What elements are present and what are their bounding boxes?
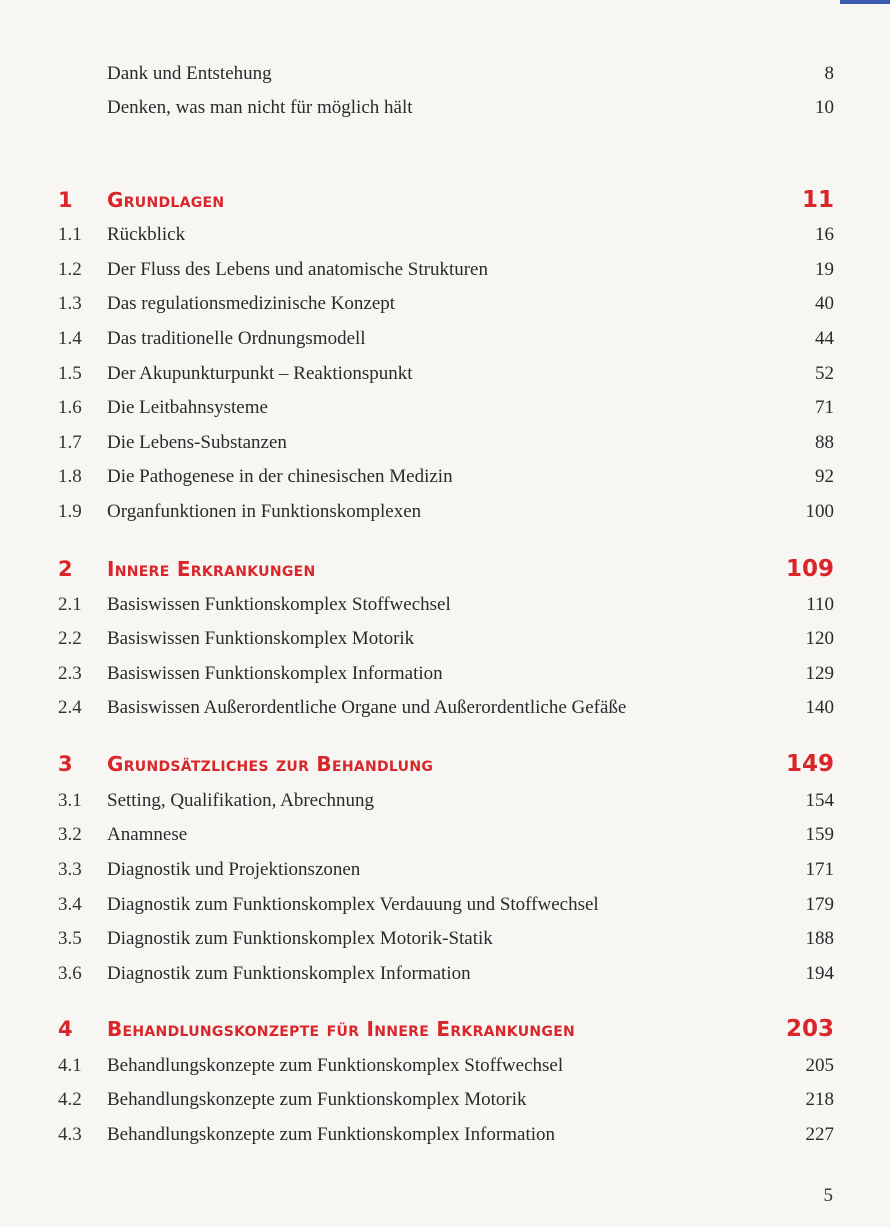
section-page: 205	[805, 1055, 834, 1076]
toc-entry	[0, 218, 890, 252]
toc-entry	[0, 1118, 890, 1152]
entry-title: Dank und Entstehung	[107, 63, 272, 84]
toc-entry	[0, 691, 890, 725]
section-page: 188	[805, 928, 834, 949]
toc-entry	[0, 357, 890, 391]
toc-entry	[0, 460, 890, 494]
chapter-heading-4	[0, 1012, 890, 1046]
section-title: Basiswissen Funktionskomplex Stoffwechsel	[107, 594, 451, 615]
section-page: 110	[806, 594, 834, 615]
section-number: 1.8	[58, 466, 82, 487]
entry-title: Denken, was man nicht für möglich hält	[107, 97, 413, 118]
section-title: Diagnostik und Projektionszonen	[107, 859, 361, 880]
section-page: 129	[805, 663, 834, 684]
section-page: 227	[805, 1124, 834, 1145]
section-page: 92	[815, 466, 834, 487]
section-title: Diagnostik zum Funktionskomplex Verdauung und Stoffwechsel	[107, 894, 599, 915]
chapter-page: 109	[785, 556, 834, 582]
section-title: Die Lebens-Substanzen	[107, 432, 287, 453]
section-page: 88	[815, 432, 834, 453]
section-number: 2.1	[58, 594, 82, 615]
chapter-title: Behandlungskonzepte für Innere Erkrankungen	[107, 1017, 576, 1041]
toc-entry	[0, 322, 890, 356]
section-page: 40	[815, 293, 834, 314]
section-page: 154	[805, 790, 834, 811]
chapter-title: Grundsätzliches zur Behandlung	[107, 752, 434, 776]
section-title: Die Leitbahnsysteme	[107, 397, 268, 418]
section-number: 1.4	[58, 328, 82, 349]
section-number: 3.5	[58, 928, 82, 949]
section-number: 1.7	[58, 432, 82, 453]
chapter-page: 149	[785, 751, 834, 777]
section-page: 120	[805, 628, 834, 649]
chapter-title: Grundlagen	[107, 188, 225, 212]
section-number: 3.6	[58, 963, 82, 984]
section-number: 1.5	[58, 363, 82, 384]
toc-entry	[0, 1083, 890, 1117]
section-title: Rückblick	[107, 224, 186, 245]
section-number: 4.3	[58, 1124, 82, 1145]
chapter-heading-1	[0, 183, 890, 217]
toc-entry	[0, 588, 890, 622]
toc-entry	[0, 391, 890, 425]
chapter-number: 2	[58, 557, 73, 581]
section-page: 194	[805, 963, 834, 984]
section-title: Basiswissen Funktionskomplex Information	[107, 663, 443, 684]
section-title: Der Fluss des Lebens und anatomische Strukturen	[107, 259, 488, 280]
toc-entry	[0, 888, 890, 922]
page-number: 5	[823, 1185, 833, 1206]
section-number: 1.2	[58, 259, 82, 280]
section-title: Das traditionelle Ordnungsmodell	[107, 328, 366, 349]
toc-entry	[0, 784, 890, 818]
entry-page: 10	[815, 97, 834, 118]
chapter-heading-3	[0, 747, 890, 781]
section-number: 3.4	[58, 894, 82, 915]
section-number: 3.3	[58, 859, 82, 880]
section-number: 1.1	[58, 224, 82, 245]
section-title: Das regulationsmedizinische Konzept	[107, 293, 396, 314]
toc-entry	[0, 957, 890, 991]
section-number: 3.1	[58, 790, 82, 811]
section-page: 44	[815, 328, 834, 349]
section-title: Diagnostik zum Funktionskomplex Motorik-Statik	[107, 928, 493, 949]
section-page: 71	[815, 397, 834, 418]
chapter-page: 203	[785, 1016, 834, 1042]
section-title: Basiswissen Außerordentliche Organe und Außerordentliche Gefäße	[107, 697, 627, 718]
section-title: Setting, Qualifikation, Abrechnung	[107, 790, 375, 811]
section-title: Behandlungskonzepte zum Funktionskomplex Information	[107, 1124, 556, 1145]
section-number: 2.4	[58, 697, 82, 718]
section-number: 4.2	[58, 1089, 82, 1110]
corner-mark	[840, 0, 890, 4]
section-number: 2.2	[58, 628, 82, 649]
toc-entry-front-2	[0, 91, 890, 125]
section-title: Der Akupunkturpunkt – Reaktionspunkt	[107, 363, 413, 384]
section-title: Behandlungskonzepte zum Funktionskomplex Motorik	[107, 1089, 527, 1110]
section-title: Organfunktionen in Funktionskomplexen	[107, 501, 422, 522]
section-page: 140	[805, 697, 834, 718]
chapter-number: 3	[58, 752, 73, 776]
section-number: 1.6	[58, 397, 82, 418]
section-page: 52	[815, 363, 834, 384]
section-number: 3.2	[58, 824, 82, 845]
toc-entry	[0, 287, 890, 321]
toc-entry	[0, 426, 890, 460]
section-page: 19	[815, 259, 834, 280]
section-number: 1.9	[58, 501, 82, 522]
toc-entry	[0, 922, 890, 956]
section-page: 159	[805, 824, 834, 845]
section-page: 179	[805, 894, 834, 915]
section-title: Diagnostik zum Funktionskomplex Information	[107, 963, 471, 984]
chapter-title: Innere Erkrankungen	[107, 557, 316, 581]
section-title: Behandlungskonzepte zum Funktionskomplex Stoffwechsel	[107, 1055, 564, 1076]
section-title: Die Pathogenese in der chinesischen Medizin	[107, 466, 453, 487]
section-number: 4.1	[58, 1055, 82, 1076]
chapter-number: 1	[58, 188, 73, 212]
toc-entry	[0, 1049, 890, 1083]
section-page: 100	[805, 501, 834, 522]
toc-entry	[0, 495, 890, 529]
section-number: 1.3	[58, 293, 82, 314]
toc-entry	[0, 253, 890, 287]
section-title: Anamnese	[107, 824, 188, 845]
section-number: 2.3	[58, 663, 82, 684]
section-page: 171	[805, 859, 834, 880]
chapter-number: 4	[58, 1017, 73, 1041]
toc-entry	[0, 818, 890, 852]
toc-entry	[0, 622, 890, 656]
chapter-page: 11	[801, 187, 834, 213]
toc-entry-front-1	[0, 57, 890, 91]
entry-page: 8	[824, 63, 834, 84]
toc-entry	[0, 853, 890, 887]
section-page: 16	[815, 224, 834, 245]
chapter-heading-2	[0, 552, 890, 586]
section-page: 218	[805, 1089, 834, 1110]
section-title: Basiswissen Funktionskomplex Motorik	[107, 628, 415, 649]
toc-entry	[0, 657, 890, 691]
